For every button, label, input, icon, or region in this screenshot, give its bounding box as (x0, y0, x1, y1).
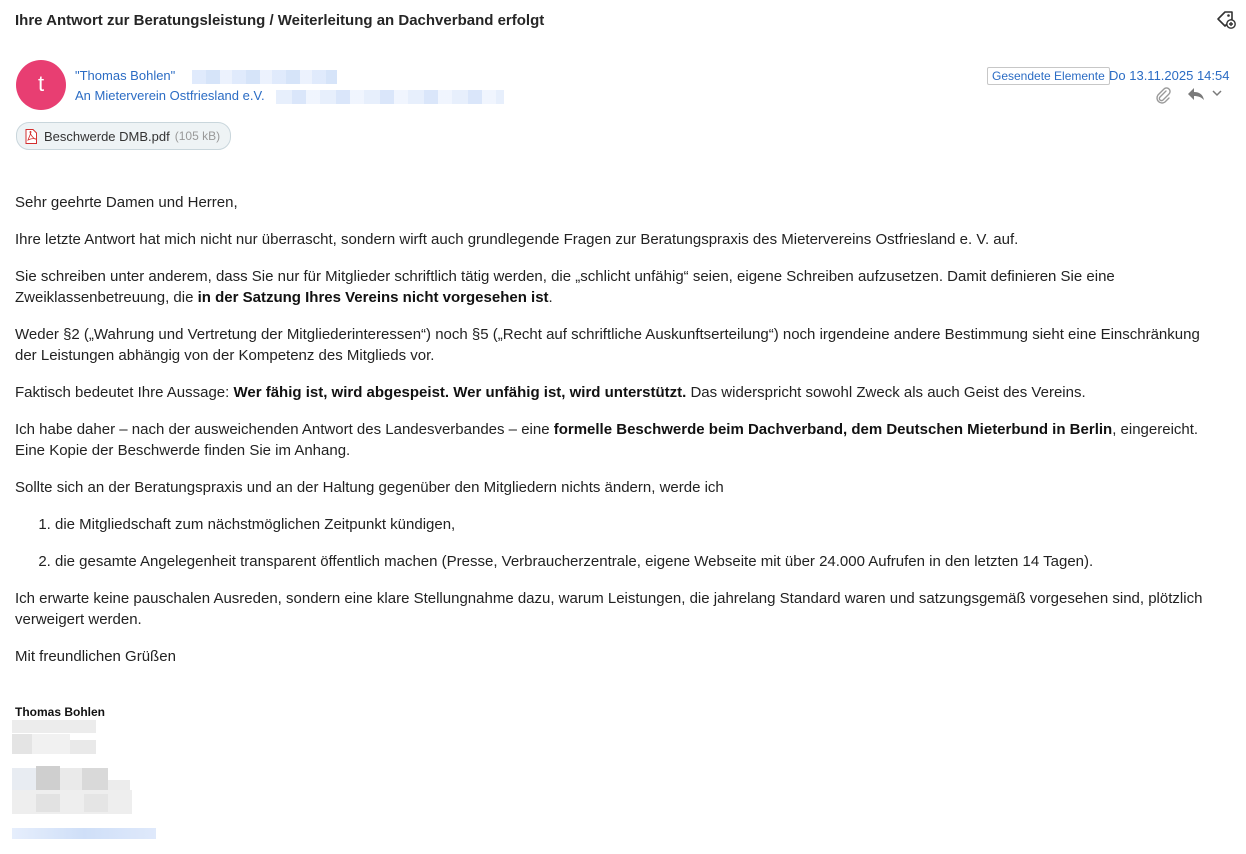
redacted-sender-address (192, 70, 337, 84)
paragraph: Ich habe daher – nach der ausweichenden Antwort des Landesverbandes – eine formelle Beschwerde beim Dachverband, dem Deutschen Mieterbund in Berlin, eingereicht. Eine Kopie der Beschwerde finden Sie im Anhang. (15, 421, 1199, 459)
recipient-line[interactable]: An Mieterverein Ostfriesland e.V. (75, 88, 265, 103)
paragraph: Ihre letzte Antwort hat mich nicht nur überrascht, sondern wirft auch grundlegende Fragen zur Beratungspraxis des Mietervereins Ostfriesland e. V. auf. (15, 231, 1019, 248)
list-item: 1. die Mitgliedschaft zum nächstmöglichen Zeitpunkt kündigen, (55, 514, 1220, 535)
paragraph: Weder §2 („Wahrung und Vertretung der Mitgliederinteressen“) noch §5 („Recht auf schriftliche Auskunftserteilung“) noch irgendeine andere Bestimmung sieht eine Einschränkung der Leistungen abhängig von der Kompetenz des Mitglieds vor. (15, 326, 1200, 364)
attachment-size: (105 kB) (174, 129, 221, 143)
folder-badge[interactable]: Gesendete Elemente (987, 67, 1110, 85)
reply-icon[interactable] (1186, 86, 1206, 102)
attachment-chip[interactable] (16, 122, 231, 150)
paragraph: Faktisch bedeutet Ihre Aussage: Wer fähig ist, wird abgespeist. Wer unfähig ist, wird unterstützt. Das widerspricht sowohl Zweck als auch Geist des Vereins. (15, 384, 1086, 401)
signature-name: Thomas Bohlen (15, 705, 106, 719)
email-subject: Ihre Antwort zur Beratungsleistung / Weiterleitung an Dachverband erfolgt (15, 12, 545, 29)
email-body (15, 192, 1220, 683)
chevron-down-icon[interactable] (1211, 88, 1223, 98)
list-item: 2. die gesamte Angelegenheit transparent öffentlich machen (Presse, Verbraucherzentrale, eigene Webseite mit über 24.000 Aufrufen in den letzten 14 Tagen). (55, 551, 1220, 572)
closing: Mit freundlichen Grüßen (15, 648, 176, 665)
greeting: Sehr geehrte Damen und Herren, (15, 194, 238, 211)
avatar[interactable]: t (16, 60, 66, 110)
paragraph: Sollte sich an der Beratungspraxis und an der Haltung gegenüber den Mitgliedern nichts ändern, werde ich (15, 479, 724, 496)
pdf-icon (25, 129, 37, 144)
tag-icon[interactable] (1215, 10, 1237, 30)
paragraph: Ich erwarte keine pauschalen Ausreden, sondern eine klare Stellungnahme dazu, warum Leistungen, die jahrelang Standard waren und satzungsgemäß vorgesehen sind, plötzlich verweigert werden. (15, 590, 1203, 628)
redacted-recipient-address (276, 90, 504, 104)
paragraph: Sie schreiben unter anderem, dass Sie nur für Mitglieder schriftlich tätig werden, die „schlicht unfähig“ seien, eigene Schreiben aufzusetzen. Damit definieren Sie eine Zweiklassenbetreuung, die in der Satzung Ihres Vereins nicht vorgesehen ist. (15, 268, 1115, 306)
numbered-list (15, 514, 1220, 572)
sent-date: Do 13.11.2025 14:54 (1109, 68, 1230, 83)
paperclip-icon[interactable] (1154, 86, 1172, 104)
sender-name[interactable]: "Thomas Bohlen" (75, 68, 176, 83)
attachment-name: Beschwerde DMB.pdf (44, 128, 170, 144)
